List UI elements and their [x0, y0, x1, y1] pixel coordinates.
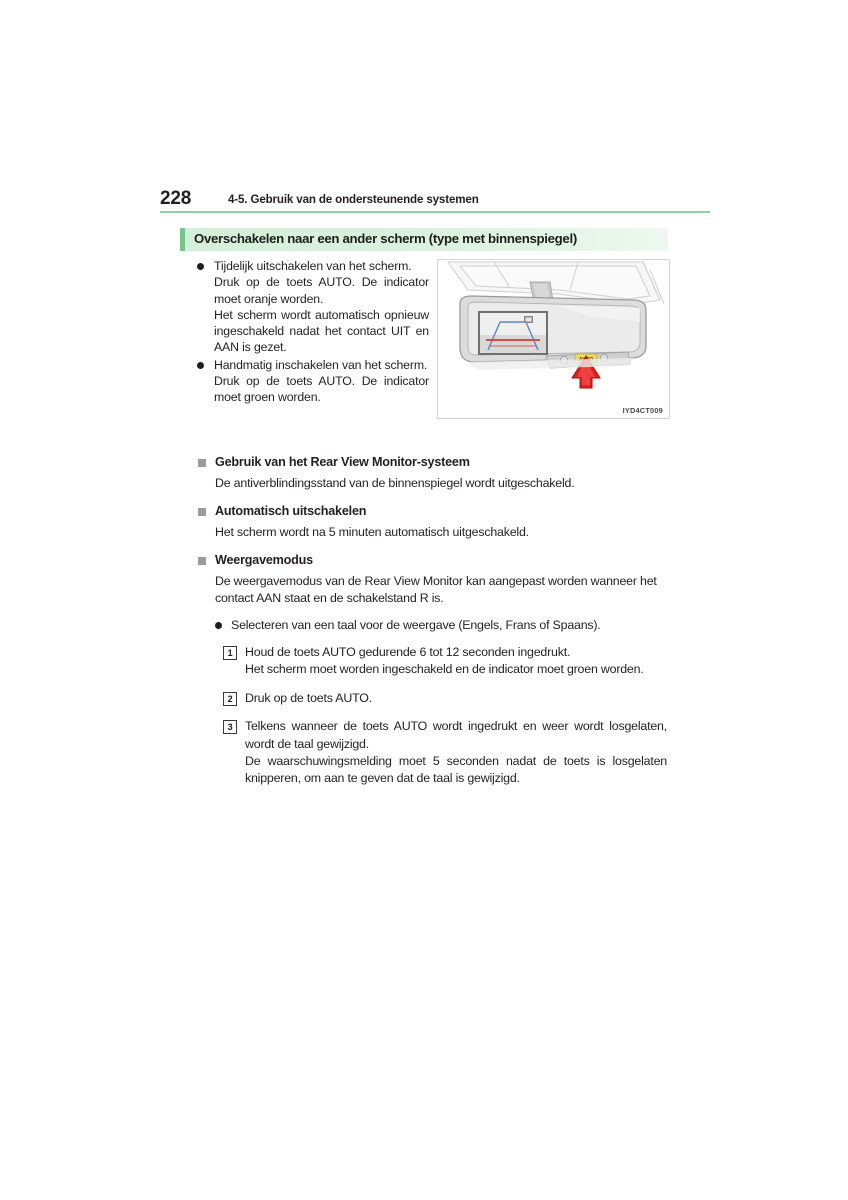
intro-bullet-list: [197, 258, 429, 407]
list-item: [197, 357, 429, 406]
chapter-title: 4-5. Gebruik van de ondersteunende systemen: [228, 193, 479, 206]
bullet-dot-icon: [197, 362, 204, 369]
step-number-badge: 1: [223, 646, 237, 660]
bullet-line: Handmatig inschakelen van het scherm.: [214, 357, 428, 372]
step-line: De waarschuwingsmelding moet 5 seconden nadat de toets is losgelaten knipperen, om aan te geven dat de taal is gewijzigd.: [245, 754, 667, 786]
mirror-illustration: [437, 259, 670, 419]
section-heading-weergavemodus: [197, 553, 667, 567]
bullet-line: Druk op de toets AUTO. De indicator moet oranje worden.: [214, 275, 429, 306]
square-bullet-icon: [198, 557, 206, 565]
bullet-line: Druk op de toets AUTO. De indicator moet groen worden.: [214, 374, 429, 405]
section-heading-text: Gebruik van het Rear View Monitor-systeem: [215, 455, 470, 469]
step-line: Druk op de toets AUTO.: [245, 690, 372, 705]
step-number-badge: 3: [223, 720, 237, 734]
section-body: De antiverblindingsstand van de binnenspiegel wordt uitgeschakeld.: [215, 476, 575, 490]
section-heading-automatisch-uitschakelen: [197, 504, 667, 518]
section-band: [180, 228, 668, 251]
step-line: Het scherm moet worden ingeschakeld en de indicator moet groen worden.: [245, 662, 644, 677]
section-heading-rear-view-monitor: [197, 455, 667, 469]
page-header: [160, 188, 710, 212]
square-bullet-icon: [198, 459, 206, 467]
page-number: 228: [160, 188, 192, 209]
sub-bullet-text: Selecteren van een taal voor de weergave (Engels, Frans of Spaans).: [231, 618, 601, 632]
figure-code: IYD4CT009: [622, 406, 663, 415]
list-item: [215, 617, 667, 634]
numbered-step: [223, 644, 667, 679]
step-line: Houd de toets AUTO gedurende 6 tot 12 seconden ingedrukt.: [245, 645, 571, 659]
section-band-title: Overschakelen naar een ander scherm (type met binnenspiegel): [194, 231, 577, 246]
band-accent-bar: [180, 228, 185, 251]
step-line: Telkens wanneer de toets AUTO wordt ingedrukt en weer wordt losgelaten, wordt de taal gewijzigd.: [245, 719, 667, 751]
bullet-line: Tijdelijk uitschakelen van het scherm.: [214, 259, 412, 273]
bullet-line: Het scherm wordt automatisch opnieuw ingeschakeld nadat het contact UIT en AAN is gezet.: [214, 307, 429, 355]
section-body: De weergavemodus van de Rear View Monitor kan aangepast worden wanneer het contact AAN staat en de schakelstand R is.: [215, 574, 657, 605]
bullet-dot-icon: [197, 263, 204, 270]
section-heading-text: Automatisch uitschakelen: [215, 504, 367, 518]
header-divider: [160, 211, 710, 213]
numbered-step: [223, 718, 667, 788]
list-item: [197, 258, 429, 356]
step-number-badge: 2: [223, 692, 237, 706]
mirror-diagram-svg: [438, 260, 667, 416]
section-body: Het scherm wordt na 5 minuten automatisch uitgeschakeld.: [215, 525, 529, 539]
section-heading-text: Weergavemodus: [215, 553, 313, 567]
content-flow: [197, 455, 667, 799]
numbered-step: [223, 690, 667, 707]
bullet-dot-icon: [215, 622, 222, 629]
square-bullet-icon: [198, 508, 206, 516]
